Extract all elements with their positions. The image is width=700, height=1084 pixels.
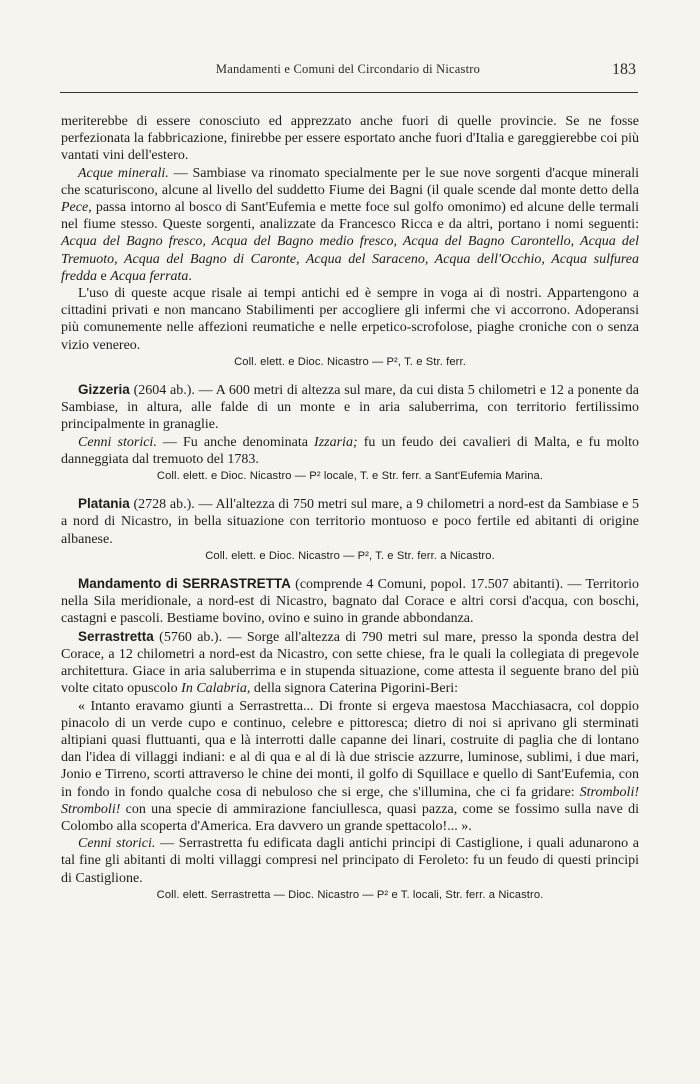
page-number: 183 bbox=[612, 61, 636, 78]
quote-pigorini-beri: « Intanto eravamo giunti a Serrastretta... Di fronte si ergeva maestosa Macchiasacra, col doppio pinacolo di un verde cupo e continuo, celebre e pittoresca; dietro di noi si aprivano gli sterminati altipiani quasi fluttuanti, qua e là interrotti dalle capanne dei linari, costruite di paglia che di lontano dan l'idea di villaggi indiani: e al di qua e al di là due striscie azzurre, luminose, sublimi, i due mari, Jonio e Tirreno, scorti attraverso le chine dei monti, il golfo di Squillace e quello di Sant'Eufemia, con in fondo in fondo qualche cosa di nebuloso che si erge, che s'illumina, che ci fa gridare: Stromboli! Stromboli! con una specie di ammirazione fanciullesca, quasi pazza, come se fossimo sulla nave di Colombo alla scoperta d'America. Era davvero un grande spettacolo!... ». bbox=[61, 698, 639, 834]
running-title: Mandamenti e Comuni del Circondario di Nicastro bbox=[215, 62, 481, 76]
paragraph-wine-continued: meriterebbe di essere conosciuto ed apprezzato anche fuori di quelle provincie. Se ne fosse perfezionata la fabbricazione, finirebbe per essere esportato anche fuori d'Italia e gareggierebbe coi più vantati vini dell'estero. bbox=[61, 114, 639, 164]
header-rule bbox=[60, 92, 638, 93]
paragraph-uso-acque: L'uso di queste acque risale ai tempi antichi ed è sempre in voga ai dì nostri. Appartengono a cittadini privati e non mancano Stabilimenti per accogliere gli infermi che vi accorrono. Adoperansi più comunemente nelle affezioni reumatiche e nelle erpetico-scrofolose, piaghe croniche con o senza vizio venereo. bbox=[61, 286, 639, 353]
entry-platania: Platania (2728 ab.). — All'altezza di 750 metri sul mare, a 9 chilometri a nord-est da Sambiase e 5 a nord di Nicastro, in bella situazione con territorio montuoso e poco fertile ed abitanti di origine albanese. bbox=[61, 496, 639, 547]
caption-sambiase: Coll. elett. e Dioc. Nicastro — P², T. e Str. ferr. bbox=[234, 355, 466, 368]
paragraph-acque-minerali: Acque minerali. — Sambiase va rinomato specialmente per le sue nove sorgenti d'acque minerali che scaturiscono, alcune al livello del suddetto Fiume dei Bagni (il quale scende dal monte detto della Pece, passa intorno al bosco di Sant'Eufemia e mette foce sul golfo omonimo) ed alcune delle termali nel fiume stesso. Queste sorgenti, analizzate da Francesco Ricca e da altri, portano i nomi seguenti: Acqua del Bagno fresco, Acqua del Bagno medio fresco, Acqua del Bagno Carontello, Acqua del Tremuoto, Acqua del Bagno di Caronte, Acqua del Saraceno, Acqua dell'Occhio, Acqua sulfurea fredda e Acqua ferrata. bbox=[61, 165, 640, 284]
caption-gizzeria: Coll. elett. e Dioc. Nicastro — P² locale, T. e Str. ferr. a Sant'Eufemia Marina. bbox=[156, 470, 544, 483]
entry-serrastretta: Serrastretta (5760 ab.). — Sorge all'altezza di 790 metri sul mare, presso la sponda destra del Corace, a 12 chilometri a nord-est da Nicastro, con sette chiese, fra le quali la collegiata di pregevole architettura. Giace in aria saluberrima e in stupenda situazione, come attesta il seguente brano del più volte citato opuscolo In Calabria, della signora Caterina Pigorini-Beri: bbox=[61, 628, 639, 697]
spring-names: Acqua del Bagno fresco, Acqua del Bagno medio fresco, Acqua del Bagno Carontello, Acqua del Tremuoto, Acqua del Bagno di Caronte, Acqua del Saraceno, Acqua dell'Occhio, Acqua sulfurea fredda bbox=[61, 234, 639, 284]
serrastretta-cenni-storici: Cenni storici. — Serrastretta fu edificata dagli antichi principi di Castiglione, i quali adunarono a tal fine gli abitanti di molti villaggi compresi nel principato di Feroleto: fu un feudo di questi principi di Castiglione. bbox=[61, 836, 639, 886]
page-header bbox=[60, 62, 636, 84]
acque-minerali-lead: Acque minerali. bbox=[78, 165, 169, 181]
caption-serrastretta: Coll. elett. Serrastretta — Dioc. Nicastro — P² e T. locali, Str. ferr. a Nicastro. bbox=[156, 888, 544, 901]
caption-platania: Coll. elett. e Dioc. Nicastro — P², T. e Str. ferr. a Nicastro. bbox=[205, 549, 495, 562]
entry-gizzeria: Gizzeria (2604 ab.). — A 600 metri di altezza sul mare, da cui dista 5 chilometri e 12 a ponente da Sambiase, in altura, alle falde di un monte e in aria saluberrima, con territorio fertilissimo principalmente in granaglie. bbox=[61, 382, 639, 433]
mandamento-heading: Mandamento di SERRASTRETTA bbox=[78, 576, 291, 592]
serrastretta-heading: Serrastretta bbox=[78, 628, 154, 644]
entry-mandamento-serrastretta: Mandamento di SERRASTRETTA (comprende 4 Comuni, popol. 17.507 abitanti). — Territorio nella Sila meridionale, a nord-est di Nicastro, bagnato dal Corace e altri corsi d'acqua, con boschi, castagni e pascoli. Bestiame bovino, ovino e suino in grande abbondanza. bbox=[61, 576, 640, 627]
platania-heading: Platania bbox=[78, 496, 130, 512]
gizzeria-heading: Gizzeria bbox=[78, 382, 130, 398]
page-body bbox=[61, 113, 639, 904]
gizzeria-cenni-storici: Cenni storici. — Fu anche denominata Izzaria; fu un feudo dei cavalieri di Malta, e fu molto danneggiata dal tremuoto del 1783. bbox=[61, 434, 639, 467]
